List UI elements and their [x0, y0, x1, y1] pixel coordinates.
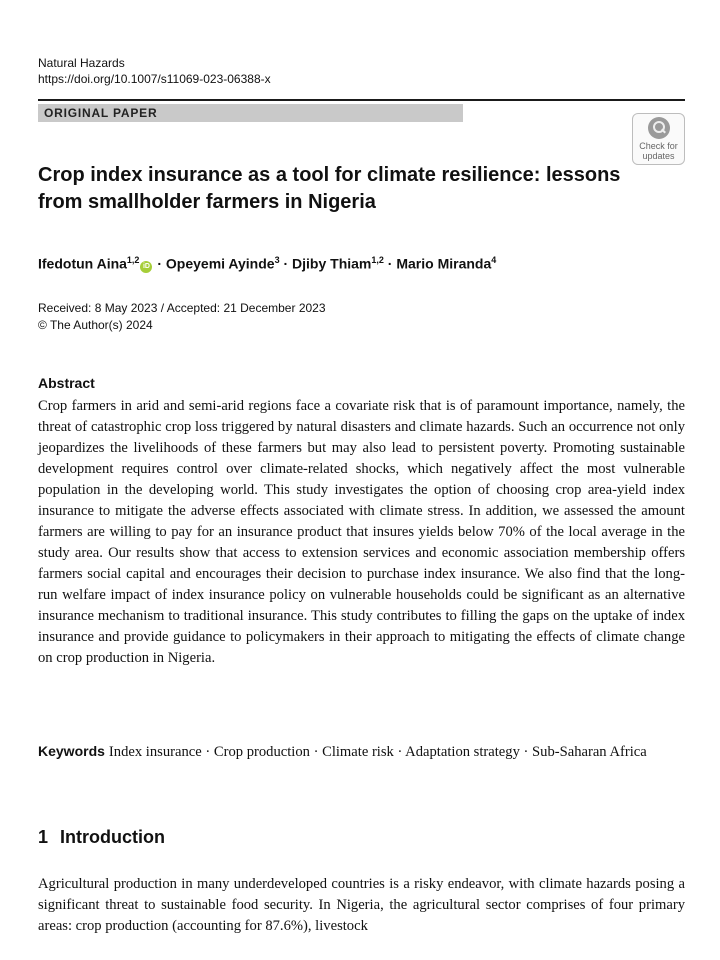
author-affiliation: 4: [491, 255, 497, 265]
keywords-text: Index insurance · Crop production · Climate risk · Adaptation strategy · Sub-Saharan Africa: [108, 744, 647, 760]
received-accepted-dates: Received: 8 May 2023 / Accepted: 21 December 2023: [38, 301, 326, 315]
orcid-icon[interactable]: iD: [140, 261, 152, 273]
introduction-text: Agricultural production in many underdeveloped countries is a risky endeavor, with climate hazards posing a significant threat to sustainable food security. In Nigeria, the agricultural sector comprises of four primary areas: crop production (accounting for 87.6%), livestock: [38, 876, 685, 934]
abstract-heading: Abstract: [38, 375, 95, 391]
author-name[interactable]: Djiby Thiam: [292, 255, 372, 272]
check-for-updates-button[interactable]: [632, 113, 685, 165]
abstract-text: Crop farmers in arid and semi-arid regions face a covariate risk that is of paramount importance, namely, the threat of catastrophic crop loss triggered by natural disasters and climate hazards. Such an occurrence not only jeopardizes the livelihoods of these farmers but may also lead to persistent poverty. Promoting sustainable development requires control over climate-related shocks, which negatively affect the most vulnerable population in the developing world. This study investigates the option of choosing crop area-yield index insurance to mitigate the adverse effects associated with climate stress. In addition, we assessed the amount farmers are willing to pay for an insurance product that insures yields below 70% of the local average in the study area. Our results show that access to extension services and economic association membership offers farmers social capital and encourages their decision to purchase index insurance. We also find that the long-run welfare impact of index insurance policy on vulnerable households could be significant as an alternative insurance mechanism to traditional insurance. This study contributes to filling the gaps on the uptake of index insurance and provide guidance to policymakers in their approach to mitigating the effects of climate change on crop production in Nigeria.: [38, 398, 685, 666]
journal-name: Natural Hazards: [38, 56, 125, 70]
section-number: 1: [38, 827, 49, 847]
author-separator: ·: [383, 255, 397, 272]
author-list: [38, 250, 496, 274]
copyright-line: © The Author(s) 2024: [38, 318, 153, 332]
author-separator: ·: [279, 255, 293, 272]
journal-header: [38, 55, 271, 87]
author-affiliation: 3: [274, 255, 280, 265]
doi-link[interactable]: https://doi.org/10.1007/s11069-023-06388-x: [38, 72, 271, 86]
check-updates-icon: [648, 117, 670, 139]
author-name[interactable]: Mario Miranda: [396, 255, 492, 272]
author-name[interactable]: Ifedotun Aina: [38, 255, 127, 272]
section-title: Introduction: [60, 827, 165, 847]
keywords: [38, 741, 685, 763]
check-updates-label: Check for updates: [639, 141, 678, 161]
section-heading-introduction: [38, 827, 165, 848]
keywords-label: Keywords: [38, 743, 105, 759]
publication-dates: [38, 300, 326, 334]
author-name[interactable]: Opeyemi Ayinde: [165, 255, 275, 272]
author-affiliation: 1,2: [126, 255, 140, 265]
article-type-badge: ORIGINAL PAPER: [38, 104, 463, 122]
paper-title: Crop index insurance as a tool for climate resilience: lessons from smallholder farmers in Nigeria: [38, 164, 621, 213]
header-rule: [38, 99, 685, 101]
author-affiliation: 1,2: [371, 255, 384, 265]
author-separator: ·: [153, 255, 166, 272]
